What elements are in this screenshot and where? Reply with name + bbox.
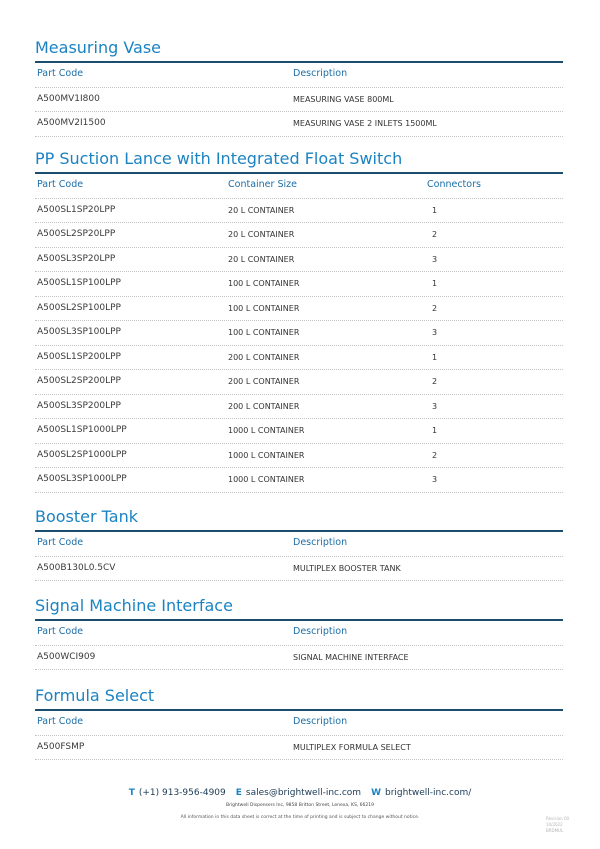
section-title: PP Suction Lance with Integrated Float Switch (35, 149, 563, 174)
table-body (35, 199, 563, 493)
container-size: 100 L CONTAINER (228, 328, 300, 337)
header-part-code: Part Code (37, 537, 84, 548)
header-connectors: Connectors (427, 179, 481, 190)
container-size: 200 L CONTAINER (228, 377, 300, 386)
table-row (35, 199, 563, 224)
table-row (35, 297, 563, 322)
part-code: A500SL2SP1000LPP (37, 449, 127, 460)
connectors: 2 (432, 303, 438, 313)
connectors: 2 (432, 230, 438, 239)
part-code: A500SL1SP20LPP (37, 204, 116, 215)
container-size: 1000 L CONTAINER (228, 475, 305, 484)
container-size: 200 L CONTAINER (228, 352, 300, 362)
connectors: 3 (432, 328, 438, 337)
table-row (35, 248, 563, 273)
table-body (35, 736, 563, 761)
header-container-size: Container Size (228, 179, 297, 190)
section-measuring-vase (35, 38, 563, 137)
table-row (35, 646, 563, 671)
connectors: 1 (432, 426, 438, 435)
header-part-code: Part Code (37, 716, 84, 727)
website-link[interactable]: brightwell-inc.com/ (385, 788, 472, 798)
revision-block (546, 816, 569, 834)
phone-number[interactable]: (+1) 913-956-4909 (138, 788, 226, 798)
part-code: A500WCI909 (37, 651, 96, 662)
part-code: A500SL3SP20LPP (37, 253, 116, 264)
container-size: 100 L CONTAINER (228, 303, 300, 313)
revision-code: BRDMUL (546, 828, 564, 833)
container-size: 200 L CONTAINER (228, 401, 300, 411)
table-header (35, 621, 563, 646)
table-row (35, 736, 563, 761)
connectors: 3 (432, 401, 438, 411)
table-row (35, 346, 563, 371)
table-row (35, 223, 563, 248)
email-label: E (235, 788, 242, 798)
part-code: A500SL2SP200LPP (37, 376, 121, 386)
part-code: A500SL3SP100LPP (37, 327, 121, 337)
table-body (35, 646, 563, 671)
header-description: Description (293, 68, 348, 79)
section-title: Formula Select (35, 686, 563, 711)
header-description: Description (293, 626, 348, 637)
section-title: Measuring Vase (35, 38, 563, 63)
header-part-code: Part Code (37, 179, 84, 190)
connectors: 3 (432, 254, 438, 264)
description: SIGNAL MACHINE INTERFACE (293, 652, 409, 662)
web-label: W (371, 788, 382, 798)
description: MULTIPLEX FORMULA SELECT (293, 742, 411, 752)
table-row (35, 395, 563, 420)
container-size: 1000 L CONTAINER (228, 450, 305, 460)
table-header (35, 174, 563, 199)
table-body (35, 557, 563, 582)
table-row (35, 112, 563, 137)
part-code: A500SL2SP20LPP (37, 229, 116, 239)
header-part-code: Part Code (37, 68, 84, 79)
description: MULTIPLEX BOOSTER TANK (293, 563, 401, 573)
part-code: A500SL3SP1000LPP (37, 474, 127, 484)
part-code: A500SL2SP100LPP (37, 302, 121, 313)
revision-date: 10/2022 (546, 822, 563, 827)
header-description: Description (293, 537, 348, 548)
table-header (35, 63, 563, 88)
connectors: 2 (432, 450, 438, 460)
part-code: A500FSMP (37, 741, 85, 752)
table-row (35, 557, 563, 582)
section-signal-machine-interface (35, 596, 563, 670)
part-code: A500SL3SP200LPP (37, 400, 121, 411)
part-code: A500B130L0.5CV (37, 562, 116, 573)
table-row (35, 444, 563, 469)
email-link[interactable]: sales@brightwell-inc.com (245, 788, 362, 798)
table-row (35, 370, 563, 395)
section-booster-tank (35, 507, 563, 581)
container-size: 100 L CONTAINER (228, 279, 300, 288)
contact-line (0, 788, 600, 798)
company-address: Brightwell Dispensers Inc, 9858 Britton Street, Lenexa, KS, 66219 (225, 803, 374, 808)
connectors: 1 (432, 279, 438, 288)
connectors: 1 (432, 352, 438, 362)
disclaimer: All information in this data sheet is correct at the time of printing and is subject to change without notice. (180, 815, 420, 820)
table-header (35, 532, 563, 557)
container-size: 1000 L CONTAINER (228, 426, 305, 435)
revision-number: Revision 00 (546, 816, 570, 821)
table-row (35, 272, 563, 297)
section-title: Signal Machine Interface (35, 596, 563, 621)
phone-label: T (128, 788, 135, 798)
container-size: 20 L CONTAINER (228, 205, 295, 215)
table-body (35, 88, 563, 137)
table-row (35, 419, 563, 444)
section-title: Booster Tank (35, 507, 563, 532)
header-part-code: Part Code (37, 626, 84, 637)
description: MEASURING VASE 800ML (293, 94, 394, 104)
connectors: 1 (432, 205, 438, 215)
header-description: Description (293, 716, 348, 727)
container-size: 20 L CONTAINER (228, 254, 295, 264)
part-code: A500MV1I800 (37, 93, 100, 104)
section-formula-select (35, 686, 563, 760)
part-code: A500SL1SP100LPP (37, 278, 121, 288)
part-code: A500SL1SP1000LPP (37, 425, 127, 435)
description: MEASURING VASE 2 INLETS 1500ML (293, 119, 437, 128)
table-row (35, 88, 563, 113)
container-size: 20 L CONTAINER (228, 230, 295, 239)
part-code: A500SL1SP200LPP (37, 351, 121, 362)
connectors: 3 (432, 475, 438, 484)
connectors: 2 (432, 377, 438, 386)
part-code: A500MV2I1500 (37, 118, 106, 128)
table-header (35, 711, 563, 736)
table-row (35, 321, 563, 346)
table-row (35, 468, 563, 493)
section-suction-lance (35, 149, 563, 493)
